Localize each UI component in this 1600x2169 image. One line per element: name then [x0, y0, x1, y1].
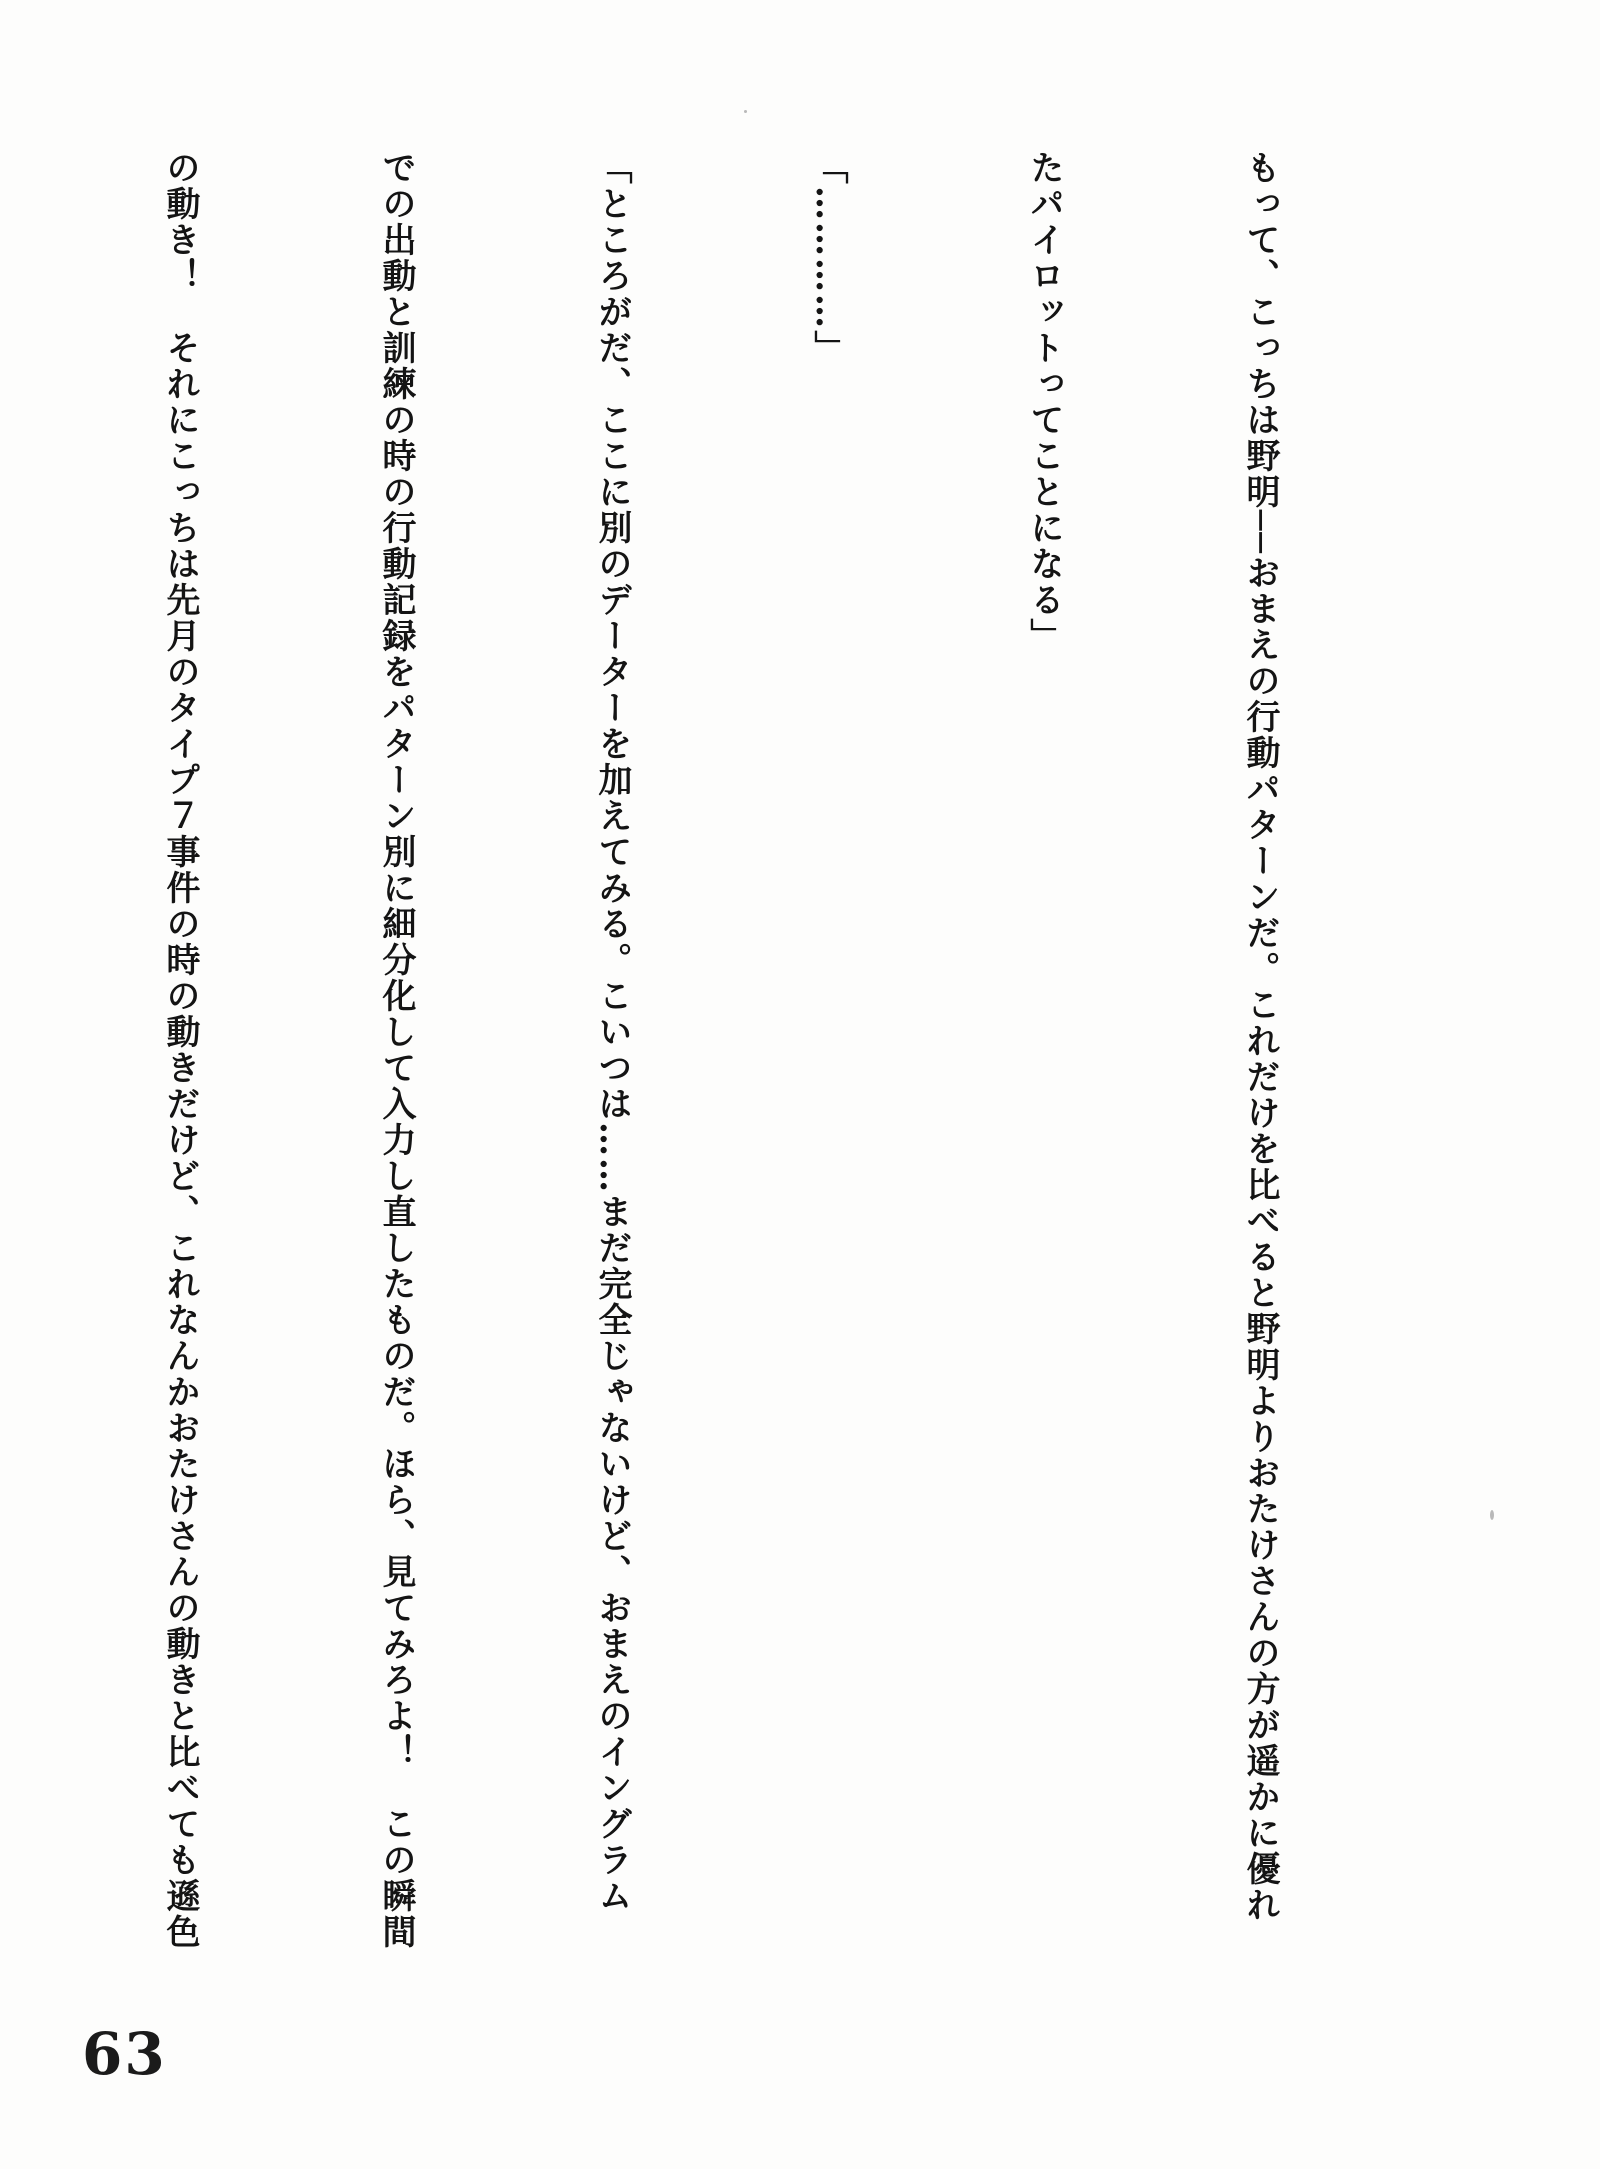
scan-speck	[1490, 1510, 1494, 1520]
text-line-4: 「ところがだ、ここに別のデーターを加えてみる。こいつは……まだ完全じゃないけど、おまえのイングラム	[592, 150, 632, 1914]
text-line-5: での出動と訓練の時の行動記録をパターン別に細分化して入力し直したものだ。ほら、見てみろよ！ この瞬間	[376, 150, 416, 1950]
text-line-1: もって、こっちは野明──おまえの行動パターンだ。これだけを比べると野明よりおたけさんの方が遥かに優れ	[1240, 150, 1280, 1923]
vertical-text-body	[0, 150, 1440, 1950]
text-line-6: の動き！ それにこっちは先月のタイプ７事件の時の動きだけど、これなんかおたけさんの動きと比べても遜色	[160, 150, 200, 1950]
page-number: 63	[82, 2020, 167, 2088]
text-line-2: たパイロットってことになる」	[1024, 150, 1064, 654]
text-line-3: 「…………」	[808, 150, 848, 366]
scan-speck	[744, 110, 747, 113]
